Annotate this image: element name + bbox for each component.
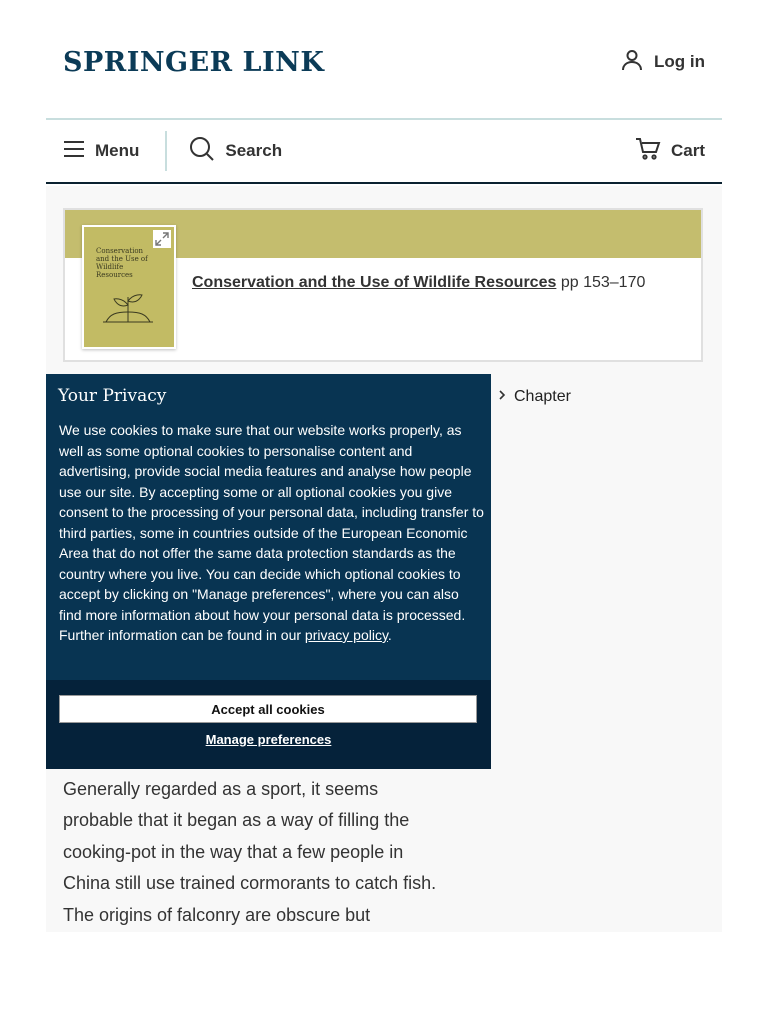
chevron-right-icon bbox=[498, 388, 506, 406]
article-paragraph: Generally regarded as a sport, it seems probable that it began as a way of filling the cooking-pot in the way that a few people in China still use trained cormorants to catch fish. The origins of falconry are obscure but bbox=[63, 779, 437, 925]
search-button[interactable] bbox=[189, 136, 282, 167]
cart-button[interactable] bbox=[635, 137, 705, 166]
nav-bar bbox=[46, 120, 722, 184]
springer-link-logo[interactable]: SPRINGER LINK bbox=[63, 46, 325, 78]
search-icon bbox=[189, 136, 215, 167]
search-label: Search bbox=[225, 141, 283, 160]
chapter-label: Chapter bbox=[514, 388, 571, 405]
book-pages: pp 153–170 bbox=[560, 274, 646, 291]
book-title-line bbox=[192, 274, 645, 292]
user-icon bbox=[620, 48, 644, 77]
book-title-link[interactable]: Conservation and the Use of Wildlife Resources bbox=[192, 274, 557, 291]
privacy-body: We use cookies to make sure that our website works properly, as well as some optional cookies to personalise content and advertising, provide social media features and analyse how people use our site. By accepting some or all optional cookies you give consent to the processing of your personal data, including transfer to third parties, some in countries outside of the European Economic Area that do not offer the same data protection standards as the country where you live. You can decide which optional cookies to accept by clicking on "Manage preferences", where you can also find more information about how your personal data is processed. Further information can be found in our bbox=[59, 422, 484, 643]
privacy-policy-link[interactable]: privacy policy bbox=[304, 627, 388, 643]
privacy-banner bbox=[46, 374, 491, 769]
menu-label: Menu bbox=[95, 141, 140, 160]
book-cover[interactable] bbox=[82, 225, 176, 349]
expand-icon[interactable] bbox=[153, 230, 171, 248]
privacy-button-bar bbox=[46, 680, 491, 769]
cart-label: Cart bbox=[670, 141, 705, 160]
hamburger-icon bbox=[63, 140, 85, 163]
accept-all-cookies-button[interactable]: Accept all cookies bbox=[59, 695, 477, 723]
site-header bbox=[46, 0, 722, 184]
cart-icon bbox=[635, 137, 661, 166]
plant-illustration-icon bbox=[98, 277, 158, 327]
login-button[interactable] bbox=[620, 48, 705, 77]
menu-button[interactable] bbox=[63, 140, 139, 163]
login-label: Log in bbox=[654, 52, 705, 71]
chapter-breadcrumb bbox=[498, 388, 571, 406]
cover-title: Conservation and the Use of Wildlife Resources bbox=[96, 247, 148, 279]
nav-divider bbox=[165, 131, 167, 171]
brand-bar bbox=[46, 0, 722, 120]
privacy-text: We use cookies to make sure that our website works properly, as well as some optional cookies to personalise content and advertising, provide social media features and analyse how people use our site. By accepting some or all optional cookies you give consent to the processing of your personal data, including transfer to third parties, some in countries outside of the European Economic Area that do not offer the same data protection standards as the country where you live. You can decide which optional cookies to accept by clicking on "Manage preferences", where you can also find more information about how your personal data is processed. Further information can be found in our privacy policy. bbox=[59, 422, 484, 643]
privacy-heading: Your Privacy bbox=[58, 386, 167, 406]
book-card bbox=[63, 208, 703, 362]
manage-preferences-link[interactable]: Manage preferences bbox=[205, 732, 332, 747]
